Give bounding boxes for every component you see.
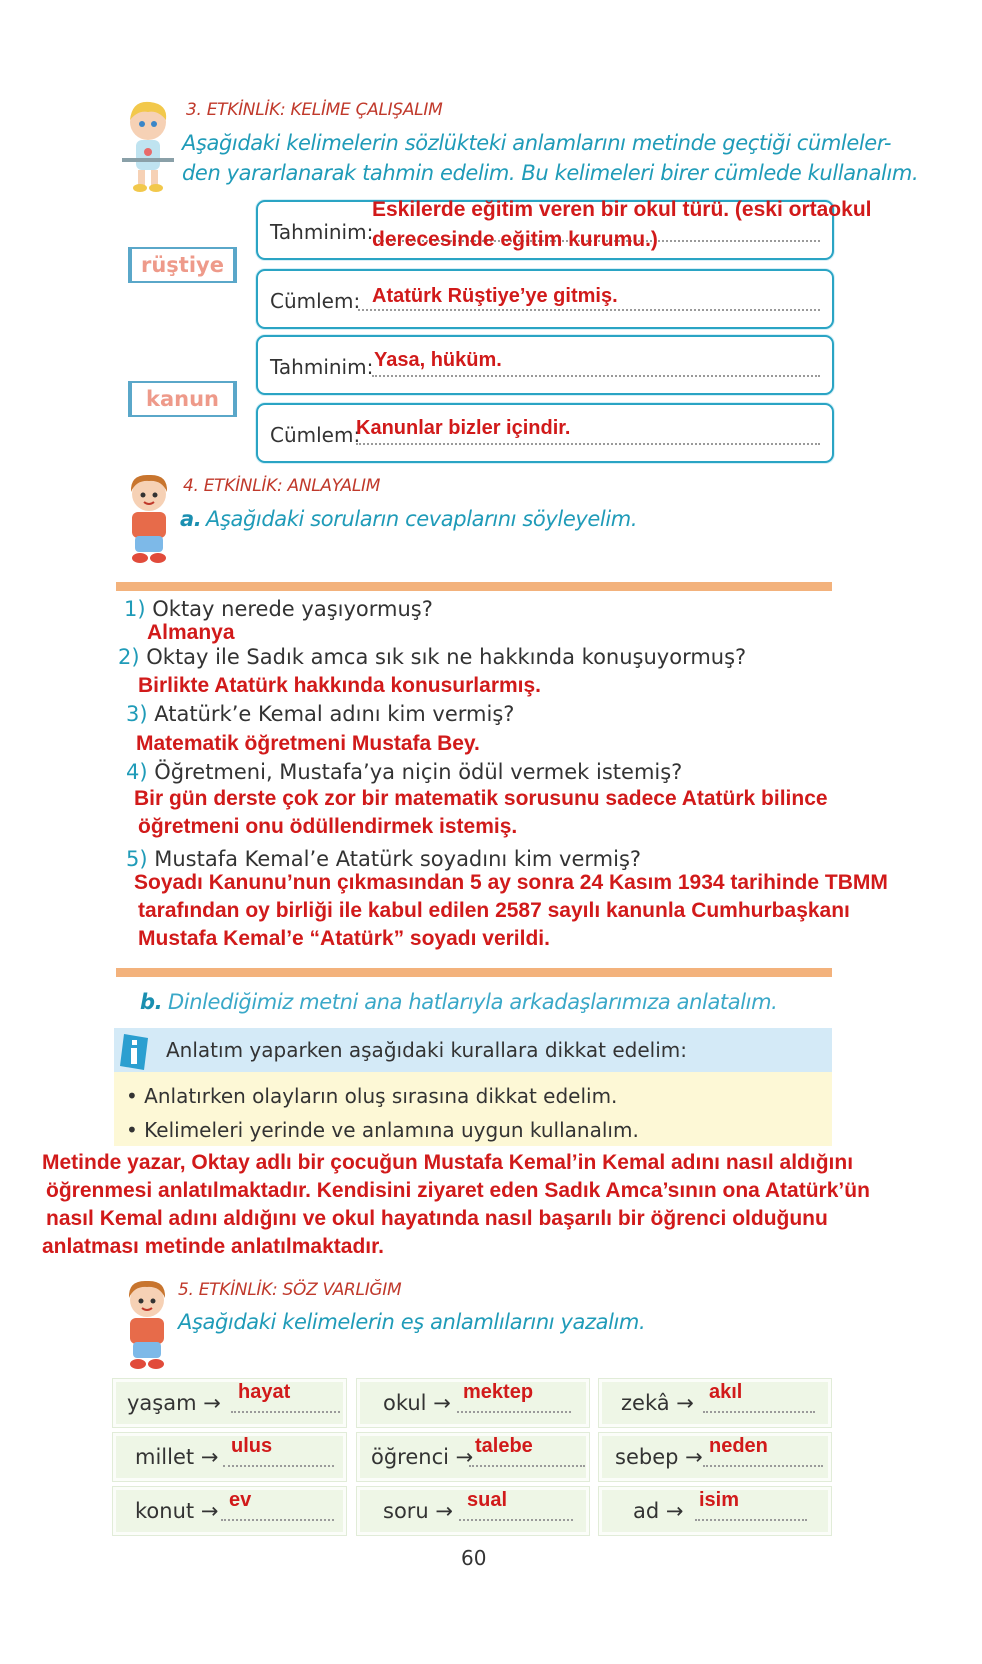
synonym-word: [135, 1445, 218, 1469]
synonym-word: [621, 1391, 694, 1415]
synonym-answer: akıl: [709, 1381, 743, 1403]
rule-2: [126, 1118, 639, 1142]
summary-line2: öğrenmesi anlatılmaktadır. Kendisini ziyaret eden Sadık Amca’sının ona Atatürk’ün: [46, 1179, 870, 1202]
answer-2: Birlikte Atatürk hakkında konusurlarmış.: [138, 674, 542, 697]
girl-character-icon: [118, 98, 180, 194]
sentence-answer-kanun: Kanunlar bizler içindir.: [356, 417, 571, 439]
synonym-answer: neden: [709, 1435, 768, 1457]
synonym-cell-konut[interactable]: [112, 1486, 347, 1536]
answer-dotted-line: [459, 1519, 573, 1521]
answer-5-line1: Soyadı Kanunu’nun çıkmasından 5 ay sonra 24 Kasım 1934 tarihinde TBMM: [134, 871, 888, 894]
summary-line4: anlatması metinde anlatılmaktadır.: [42, 1235, 384, 1258]
info-box-title: Anlatım yaparken aşağıdaki kurallara dikkat edelim:: [166, 1038, 687, 1062]
section-divider-top: [116, 582, 832, 591]
arrow-icon: →: [676, 1391, 694, 1415]
part-b-letter: b.: [140, 990, 163, 1014]
guess-answer-rustiye-line2: derecesinde eğitim kurumu.): [372, 228, 658, 251]
synonym-cell-soru[interactable]: [356, 1486, 590, 1536]
question-2: [118, 645, 746, 669]
part-a-instruction: Aşağıdaki soruların cevaplarını söyleyelim.: [206, 507, 638, 531]
question-text: Öğretmeni, Mustafa’ya niçin ödül vermek istemiş?: [154, 760, 683, 784]
synonym-cell-ogrenci[interactable]: [356, 1432, 590, 1482]
synonym-answer: talebe: [475, 1435, 533, 1457]
sentence-label: Cümlem:: [270, 423, 361, 447]
bullet-icon: •: [126, 1118, 138, 1142]
activity3-instruction-line2: den yararlanarak tahmin edelim. Bu kelimeleri birer cümlede kullanalım.: [182, 161, 919, 185]
guess-box-kanun[interactable]: [256, 335, 834, 395]
word-text: zekâ: [621, 1391, 670, 1415]
synonym-cell-okul[interactable]: [356, 1378, 590, 1428]
question-text: Mustafa Kemal’e Atatürk soyadını kim vermiş?: [154, 847, 642, 871]
word-text: soru: [383, 1499, 429, 1523]
bullet-icon: •: [126, 1084, 138, 1108]
question-number: 3): [126, 702, 148, 726]
word-text: yaşam: [127, 1391, 197, 1415]
question-number: 4): [126, 760, 148, 784]
answer-5-line2: tarafından oy birliği ile kabul edilen 2587 sayılı kanunla Cumhurbaşkanı: [138, 899, 850, 922]
guess-label: Tahminim:: [270, 220, 374, 244]
activity3-instruction-line1: Aşağıdaki kelimelerin sözlükteki anlamlarını metinde geçtiği cümleler-: [182, 131, 892, 155]
word-text: konut: [135, 1499, 195, 1523]
guess-answer-rustiye-line1: Eskilerde eğitim veren bir okul türü. (eski ortaokul: [372, 198, 872, 221]
question-1: [124, 597, 433, 621]
sentence-dotted-line: [356, 443, 820, 445]
answer-dotted-line: [221, 1519, 334, 1521]
arrow-icon: →: [200, 1499, 219, 1523]
answer-dotted-line: [695, 1519, 807, 1521]
sentence-label: Cümlem:: [270, 289, 361, 313]
word-tag-rustiye: rüştiye: [128, 247, 237, 283]
synonym-word: [383, 1499, 453, 1523]
question-text: Atatürk’e Kemal adını kim vermiş?: [154, 702, 515, 726]
synonym-word: [615, 1445, 703, 1469]
synonym-answer: ev: [229, 1489, 252, 1511]
answer-1: Almanya: [147, 621, 235, 644]
question-text: Oktay ile Sadık amca sık sık ne hakkında konuşuyormuş?: [146, 645, 747, 669]
info-icon: [118, 1032, 152, 1072]
part-a-letter: a.: [180, 507, 202, 531]
activity5-instruction: Aşağıdaki kelimelerin eş anlamlılarını yazalım.: [178, 1310, 646, 1334]
guess-dotted-line: [372, 375, 820, 377]
synonym-cell-sebep[interactable]: [598, 1432, 832, 1482]
question-5: [126, 847, 641, 871]
arrow-icon: →: [685, 1445, 703, 1469]
answer-dotted-line: [231, 1411, 340, 1413]
section-divider-bottom: [116, 968, 832, 977]
question-text: Oktay nerede yaşıyormuş?: [152, 597, 433, 621]
synonym-answer: isim: [699, 1489, 740, 1511]
word-text: sebep: [615, 1445, 679, 1469]
synonym-word: [135, 1499, 218, 1523]
answer-3: Matematik öğretmeni Mustafa Bey.: [136, 732, 480, 755]
question-4: [126, 760, 682, 784]
synonym-word: [633, 1499, 684, 1523]
rule-1: [126, 1084, 617, 1108]
sentence-box-kanun[interactable]: [256, 403, 834, 463]
answer-dotted-line: [223, 1465, 334, 1467]
arrow-icon: →: [665, 1499, 684, 1523]
synonym-answer: hayat: [238, 1381, 291, 1403]
synonym-cell-yasam[interactable]: [112, 1378, 347, 1428]
word-tag-kanun: kanun: [128, 381, 237, 417]
boy-character-icon: [118, 470, 180, 566]
answer-dotted-line: [703, 1465, 823, 1467]
answer-4-line2: öğretmeni onu ödüllendirmek istemiş.: [138, 815, 518, 838]
question-number: 1): [124, 597, 146, 621]
word-text: ad: [633, 1499, 660, 1523]
synonym-word: [383, 1391, 451, 1415]
activity3-heading: 3. ETKİNLİK: KELİME ÇALIŞALIM: [186, 100, 443, 120]
word-text: okul: [383, 1391, 427, 1415]
guess-label: Tahminim:: [270, 355, 374, 379]
part-b-instruction: Dinlediğimiz metni ana hatlarıyla arkadaşlarımıza anlatalım.: [168, 990, 778, 1014]
word-text: öğrenci: [371, 1445, 449, 1469]
info-box: [114, 1028, 832, 1146]
answer-dotted-line: [703, 1411, 815, 1413]
rule-text: Anlatırken olayların oluş sırasına dikkat edelim.: [144, 1084, 618, 1108]
arrow-icon: →: [433, 1391, 451, 1415]
arrow-icon: →: [203, 1391, 221, 1415]
rule-text: Kelimeleri yerinde ve anlamına uygun kullanalım.: [144, 1118, 639, 1142]
summary-line3: nasıl Kemal adını aldığını ve okul hayatında nasıl başarılı bir öğrenci olduğunu: [46, 1207, 828, 1230]
activity4-heading: 4. ETKİNLİK: ANLAYALIM: [183, 476, 381, 496]
synonym-answer: ulus: [231, 1435, 273, 1457]
answer-dotted-line: [469, 1465, 585, 1467]
synonym-answer: sual: [467, 1489, 508, 1511]
summary-line1: Metinde yazar, Oktay adlı bir çocuğun Mustafa Kemal’in Kemal adını nasıl aldığını: [42, 1151, 854, 1174]
sentence-dotted-line: [358, 309, 820, 311]
arrow-icon: →: [455, 1445, 474, 1469]
boy-character-icon: [116, 1276, 178, 1372]
arrow-icon: →: [200, 1445, 219, 1469]
sentence-answer-rustiye: Atatürk Rüştiye’ye gitmiş.: [372, 285, 618, 307]
question-number: 5): [126, 847, 148, 871]
guess-answer-kanun: Yasa, hüküm.: [374, 349, 502, 371]
synonym-cell-ad[interactable]: [598, 1486, 832, 1536]
activity5-heading: 5. ETKİNLİK: SÖZ VARLIĞIM: [178, 1280, 402, 1300]
answer-dotted-line: [457, 1411, 571, 1413]
sentence-box-rustiye[interactable]: [256, 269, 834, 329]
synonym-cell-millet[interactable]: [112, 1432, 347, 1482]
answer-5-line3: Mustafa Kemal’e “Atatürk” soyadı verildi.: [138, 927, 550, 950]
arrow-icon: →: [435, 1499, 454, 1523]
word-text: millet: [135, 1445, 195, 1469]
question-number: 2): [118, 645, 140, 669]
synonym-word: [371, 1445, 473, 1469]
synonym-word: [127, 1391, 221, 1415]
answer-4-line1: Bir gün derste çok zor bir matematik sorusunu sadece Atatürk bilince: [134, 787, 828, 810]
synonym-cell-zeka[interactable]: [598, 1378, 832, 1428]
question-3: [126, 702, 514, 726]
synonym-answer: mektep: [463, 1381, 534, 1403]
page-number: 60: [461, 1546, 487, 1570]
